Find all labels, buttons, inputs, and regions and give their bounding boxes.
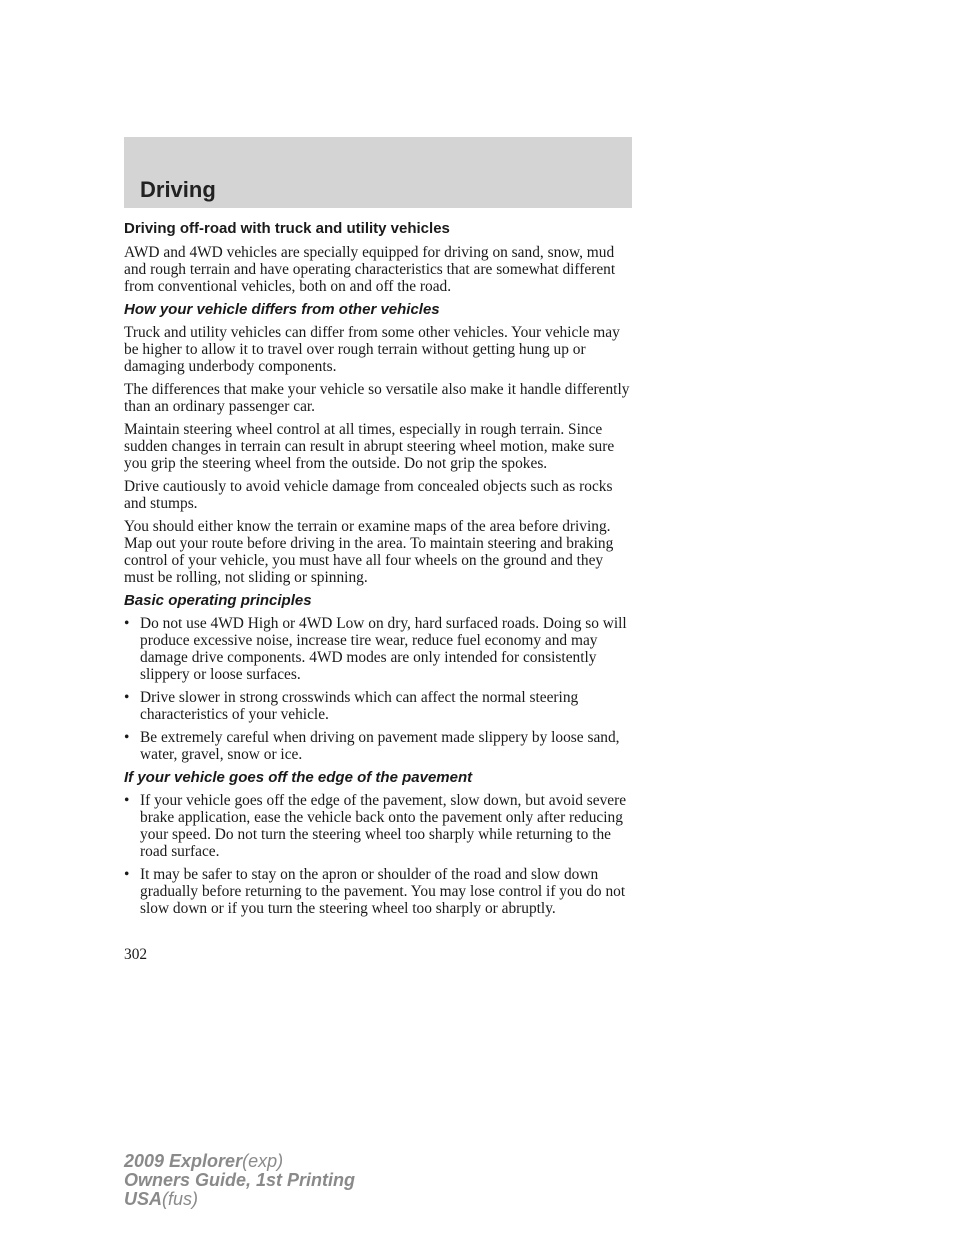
list-item: • Be extremely careful when driving on pavement made slippery by loose sand, water, gravel, snow or ice. (124, 729, 620, 763)
section-heading-pavement-edge: If your vehicle goes off the edge of the pavement (124, 769, 473, 786)
section-heading-differences: How your vehicle differs from other vehicles (124, 301, 440, 318)
section-header-band (124, 137, 632, 208)
bullet-icon: • (124, 689, 130, 706)
list-item: • Do not use 4WD High or 4WD Low on dry, hard surfaced roads. Doing so will produce excessive noise, increase tire wear, reduce fuel economy and may damage drive components. 4WD modes are only intended for consistently slippery or loose surfaces. (124, 615, 627, 683)
list-item: • Drive slower in strong crosswinds which can affect the normal steering characteristics of your vehicle. (124, 689, 579, 723)
list-item: • It may be safer to stay on the apron or shoulder of the road and slow down gradually before returning to the pavement. You may lose control if you do not slow down or if you turn the steering wheel too sharply or abruptly. (124, 866, 626, 917)
bullet-icon: • (124, 866, 130, 883)
bullet-icon: • (124, 729, 130, 746)
bullet-list-principles (124, 615, 636, 763)
paragraph: You should either know the terrain or examine maps of the area before driving. Map out your route before driving in the area. To maintain steering and braking control of your vehicle, you must have all four wheels on the ground and they must be rolling, not sliding or spinning. (124, 518, 614, 586)
paragraph: Drive cautiously to avoid vehicle damage from concealed objects such as rocks and stumps. (124, 478, 613, 512)
page-content (124, 220, 636, 923)
page-heading: Driving off-road with truck and utility vehicles (124, 220, 450, 237)
footer-line-guide: Owners Guide, 1st Printing (124, 1170, 356, 1190)
section-title: Driving (140, 177, 216, 202)
page-number: 302 (124, 946, 148, 963)
bullet-icon: • (124, 615, 130, 632)
intro-paragraph: AWD and 4WD vehicles are specially equipped for driving on sand, snow, mud and rough terrain and have operating characteristics that are somewhat different from conventional vehicles, both on and off the road. (124, 244, 616, 295)
paragraph: Truck and utility vehicles can differ from some other vehicles. Your vehicle may be higher to allow it to travel over rough terrain without getting hung up or damaging underbody components. (124, 324, 620, 375)
bullet-icon: • (124, 792, 130, 809)
paragraph: The differences that make your vehicle so versatile also make it handle differently than an ordinary passenger car. (124, 381, 630, 415)
paragraph: Maintain steering wheel control at all times, especially in rough terrain. Since sudden changes in terrain can result in abrupt steering wheel motion, make sure you grip the steering wheel from the outside. Do not grip the spokes. (124, 421, 615, 472)
bullet-list-pavement-edge (124, 792, 636, 917)
section-heading-principles: Basic operating principles (124, 592, 312, 609)
list-item: • If your vehicle goes off the edge of the pavement, slow down, but avoid severe brake application, ease the vehicle back onto the pavement only after reducing your speed. Do not turn the steering wheel too sharply while returning to the road surface. (124, 792, 627, 860)
footer-line-model: 2009 Explorer(exp) (124, 1151, 284, 1171)
document-footer (124, 1152, 355, 1209)
footer-line-region: USA(fus) (124, 1189, 199, 1209)
